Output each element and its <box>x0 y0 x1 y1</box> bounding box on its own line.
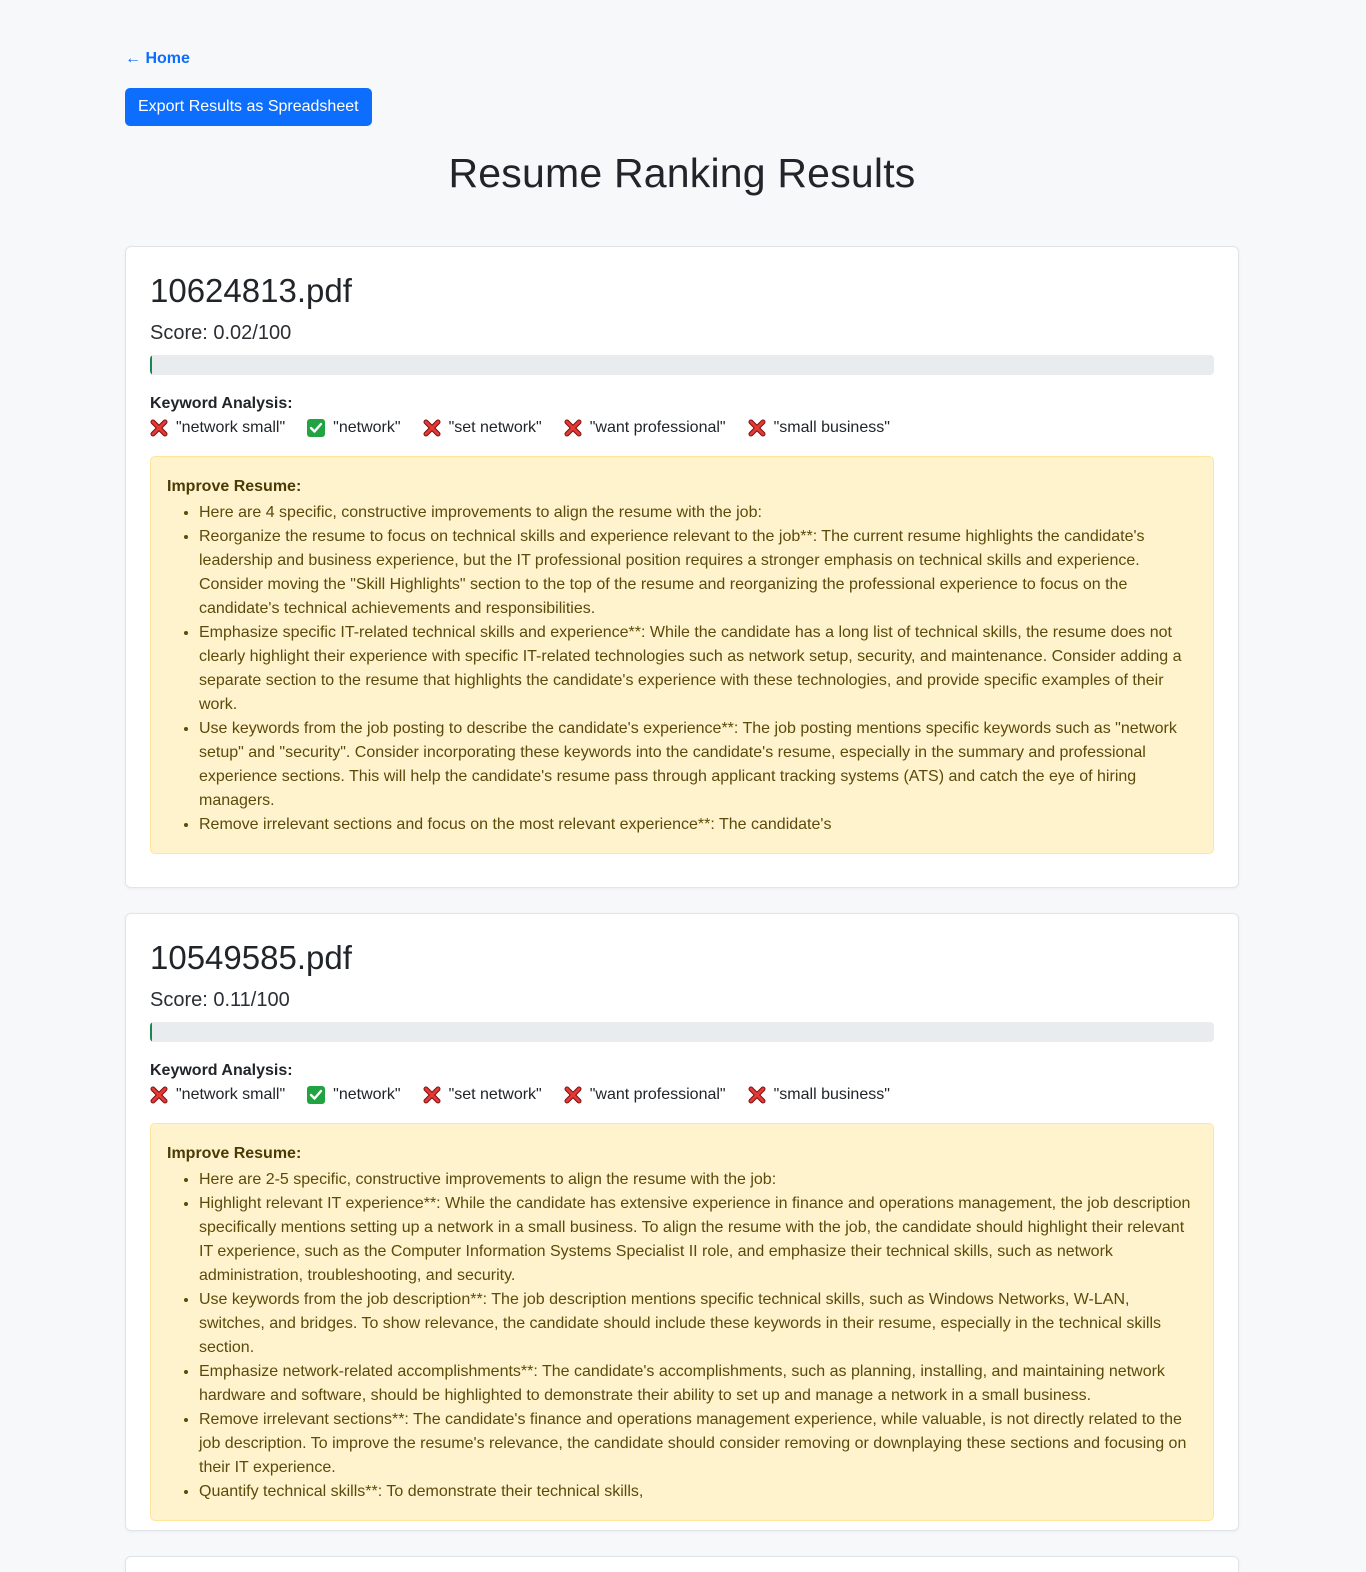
keyword-text: "network" <box>333 419 401 436</box>
cross-icon <box>150 1086 168 1104</box>
score-progress-bar <box>150 1022 1214 1042</box>
improvement-item: • Highlight relevant IT experience**: While the candidate has extensive experience in finance and operations management, the job description specifically mentions setting up a network in a small business. To align the resume with the job, the candidate should highlight their relevant IT experience, such as the Computer Information Systems Specialist II role, and emphasize their technical skills, such as network administration, troubleshooting, and security. <box>199 1192 1197 1288</box>
keyword-item <box>307 418 400 438</box>
keyword-text: "small business" <box>773 419 890 436</box>
keyword-item <box>150 1085 285 1105</box>
keyword-item <box>564 418 726 438</box>
file-name: 10624813.pdf <box>150 272 352 309</box>
cross-icon <box>150 419 168 437</box>
cross-icon <box>748 419 766 437</box>
improvement-item: • Quantify technical skills**: To demonstrate their technical skills, <box>199 1480 1197 1504</box>
improvement-item: • Emphasize network-related accomplishments**: The candidate's accomplishments, such as planning, installing, and maintaining network hardware and software, should be highlighted to demonstrate their ability to set up and manage a network in a small business. <box>199 1360 1197 1408</box>
check-icon <box>307 1086 325 1104</box>
export-spreadsheet-button[interactable]: Export Results as Spreadsheet <box>125 88 372 126</box>
keyword-analysis-title: Keyword Analysis: <box>150 1062 293 1079</box>
score-progress-fill <box>150 355 152 375</box>
improve-resume-box <box>150 1123 1214 1521</box>
cross-icon <box>748 1086 766 1104</box>
keyword-text: "set network" <box>448 419 542 436</box>
keyword-item <box>150 418 285 438</box>
improvement-list <box>167 501 1197 837</box>
cross-icon <box>564 419 582 437</box>
improvement-item: • Remove irrelevant sections and focus on the most relevant experience**: The candidate's <box>199 813 1197 837</box>
cross-icon <box>423 1086 441 1104</box>
keyword-item <box>307 1085 400 1105</box>
result-card <box>125 913 1239 1531</box>
improvement-item: • Remove irrelevant sections**: The candidate's finance and operations management experience, while valuable, is not directly related to the job description. To improve the resume's relevance, the candidate should consider removing or downplaying these sections and focusing on their IT experience. <box>199 1408 1197 1480</box>
improvement-item: • Use keywords from the job posting to describe the candidate's experience**: The job posting mentions specific keywords such as "network setup" and "security". Consider incorporating these keywords into the candidate's resume, especially in the summary and professional experience sections. This will help the candidate's resume pass through applicant tracking systems (ATS) and catch the eye of hiring managers. <box>199 717 1197 813</box>
improvement-item: • Here are 4 specific, constructive improvements to align the resume with the job: <box>199 501 1197 525</box>
result-card <box>125 246 1239 888</box>
score-progress-bar <box>150 355 1214 375</box>
keyword-text: "want professional" <box>589 1086 726 1103</box>
keyword-item <box>423 418 542 438</box>
keyword-text: "network" <box>333 1086 401 1103</box>
improvement-item: • Reorganize the resume to focus on technical skills and experience relevant to the job**: The current resume highlights the candidate's leadership and business experience, but the IT professional position requires a stronger emphasis on technical skills and experience. Consider moving the "Skill Highlights" section to the top of the resume and reorganizing the professional experience to focus on the candidate's technical achievements and responsibilities. <box>199 525 1197 621</box>
result-card-partial <box>125 1556 1239 1572</box>
keyword-item <box>423 1085 542 1105</box>
cross-icon <box>564 1086 582 1104</box>
cross-icon <box>423 419 441 437</box>
keyword-item <box>748 1085 890 1105</box>
improvement-item: • Here are 2-5 specific, constructive improvements to align the resume with the job: <box>199 1168 1197 1192</box>
improvement-item: • Emphasize specific IT-related technical skills and experience**: While the candidate has a long list of technical skills, the resume does not clearly highlight their experience with specific IT-related technologies such as network setup, security, and maintenance. Consider adding a separate section to the resume that highlights the candidate's experience with these technologies, and provide specific examples of their work. <box>199 621 1197 717</box>
score-text: Score: 0.02/100 <box>150 322 292 344</box>
keyword-list <box>150 1085 1214 1105</box>
file-name: 10549585.pdf <box>150 939 352 976</box>
keyword-list <box>150 418 1214 438</box>
home-link[interactable]: ← Home <box>125 50 190 67</box>
improve-resume-title: Improve Resume: <box>167 1145 302 1162</box>
keyword-text: "set network" <box>448 1086 542 1103</box>
check-icon <box>307 419 325 437</box>
improvement-list <box>167 1168 1197 1504</box>
score-text: Score: 0.11/100 <box>150 989 290 1011</box>
keyword-text: "network small" <box>176 1086 286 1103</box>
keyword-text: "network small" <box>176 419 286 436</box>
keyword-analysis-title: Keyword Analysis: <box>150 395 293 412</box>
keyword-item <box>748 418 890 438</box>
score-progress-fill <box>150 1022 152 1042</box>
keyword-text: "want professional" <box>589 419 726 436</box>
page-title: Resume Ranking Results <box>448 150 916 196</box>
improve-resume-box <box>150 456 1214 854</box>
improve-resume-title: Improve Resume: <box>167 478 302 495</box>
keyword-text: "small business" <box>773 1086 890 1103</box>
keyword-item <box>564 1085 726 1105</box>
improvement-item: • Use keywords from the job description**: The job description mentions specific technical skills, such as Windows Networks, W-LAN, switches, and bridges. To show relevance, the candidate should include these keywords in their resume, especially in the technical skills section. <box>199 1288 1197 1360</box>
